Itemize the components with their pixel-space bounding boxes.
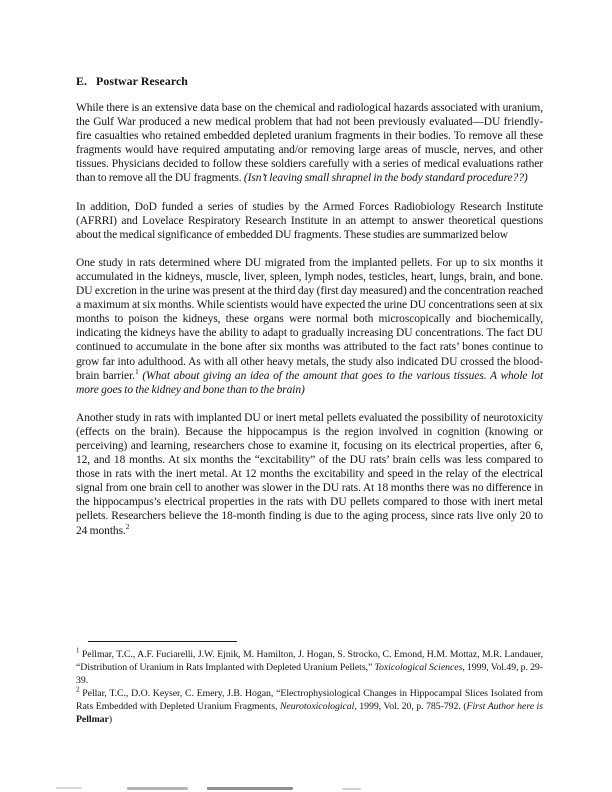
- footnote-1-cite: , 1999, Vol.49, p. 29-39.: [76, 662, 543, 687]
- footnote-2: [76, 687, 543, 726]
- section-heading: [76, 74, 543, 89]
- paragraph-aside-italic: (What about giving an idea of the amount that goes to the various tissues. A whole lot more goes to the kidney and bone than to the brain): [76, 369, 543, 396]
- paragraph-text: One study in rats determined where DU migrated from the implanted pellets. For up to six months it accumulated in the kidneys, muscle, liver, spleen, lymph nodes, testicles, heart, lungs, brain, and bone. DU excretion in the urine was present at the third day (first day measured) and the concentration reached a maximum at six months. While scientists would have expected the urine DU concentrations seen at six months to poison the kidneys, these organs were normal both microscopically and biochemically, indicating the kidneys have the ability to adapt to gradually increasing DU concentrations. The fact DU continued to accumulate in the bone after six months was attributed to the fact rats’ bones continue to grow far into adulthood. As with all other heavy metals, the study also indicated DU crossed the blood-brain barrier.: [76, 256, 543, 382]
- scan-artifact-streak: [207, 787, 293, 790]
- paragraph-du-migration-study: [76, 256, 543, 397]
- scan-artifact-streak: [56, 787, 82, 789]
- paragraph-dod-studies: [76, 200, 543, 242]
- footnote-section: [76, 641, 543, 727]
- paragraph-text: While there is an extensive data base on the chemical and radiological hazards associated with uranium, the Gulf War produced a new medical problem that had not been previously evaluated—DU friendly-fire casualties who retained embedded depleted uranium fragments in their bodies. To remove all these fragments would have required amputating and/or removing large areas of muscle, nerves, and other tissues. Physicians decided to follow these soldiers carefully with a series of medical evaluations rather than to remove all the DU fragments.: [76, 102, 543, 185]
- footnote-1-text: Pellmar, T.C., A.F. Fuciarelli, J.W. Ejnik, M. Hamilton, J. Hogan, S. Strocko, C. Emond, H.M. Mottaz, M.R. Landauer, “Distribution of Uranium in Rats Implanted with Depleted Uranium Pellets,”: [76, 649, 543, 674]
- footnote-reference-1: 1: [134, 366, 139, 376]
- scan-artifact-streak: [127, 787, 188, 790]
- footnote-2-note-author: Pellmar: [76, 714, 109, 726]
- section-heading-title: Postwar Research: [96, 74, 188, 88]
- footnote-1-marker: 1: [76, 646, 80, 655]
- paragraph-postwar-intro: [76, 101, 543, 186]
- section-heading-label: E.: [76, 74, 88, 88]
- footnote-separator-rule: [88, 641, 237, 642]
- scan-artifact-streak: [342, 788, 361, 790]
- footnote-2-note-italic: First Author here is: [466, 701, 543, 713]
- footnote-2-marker: 2: [76, 686, 80, 695]
- footnote-2-cite: , 1999, Vol. 20, p. 785-792. (: [354, 701, 467, 713]
- footnote-2-journal: Neurotoxicological: [279, 701, 355, 713]
- footnote-2-text: Pellar, T.C., D.O. Keyser, C. Emery, J.B. Hogan, “Electrophysiological Changes in Hippocampal Slices Isolated from Rats Embedded with Depleted Uranium Fragments,: [76, 688, 543, 713]
- paragraph-aside-italic: (Isn’t leaving small shrapnel in the body standard procedure??): [243, 172, 528, 185]
- paragraph-neurotoxicity-study: [76, 411, 543, 538]
- footnote-reference-2: 2: [125, 521, 130, 531]
- page-body: [76, 74, 543, 552]
- footnote-2-note-close: ): [108, 714, 113, 726]
- paragraph-text: In addition, DoD funded a series of studies by the Armed Forces Radiobiology Research Institute (AFRRI) and Lovelace Respiratory Research Institute in an attempt to answer theoretical questions about the medical significance of embedded DU fragments. These studies are summarized below: [76, 200, 543, 241]
- footnote-1-journal: Toxicological Sciences: [374, 662, 463, 674]
- footnote-1: [76, 648, 543, 687]
- paragraph-text: Another study in rats with implanted DU or inert metal pellets evaluated the possibility of neurotoxicity (effects on the brain). Because the hippocampus is the region involved in cognition (knowing or perceiving) and learning, researchers chose to examine it, focusing on its electrical properties, after 6, 12, and 18 months. At six months the “excitability” of the DU rats’ brain cells was less compared to those in rats with the inert metal. At 12 months the excitability and speed in the relay of the electrical signal from one brain cell to another was slower in the DU rats. At 18 months there was no difference in the hippocampus’s electrical properties in the rats with DU pellets compared to those with inert metal pellets. Researchers believe the 18-month finding is due to the aging process, since rats live only 20 to 24 months.: [76, 411, 543, 537]
